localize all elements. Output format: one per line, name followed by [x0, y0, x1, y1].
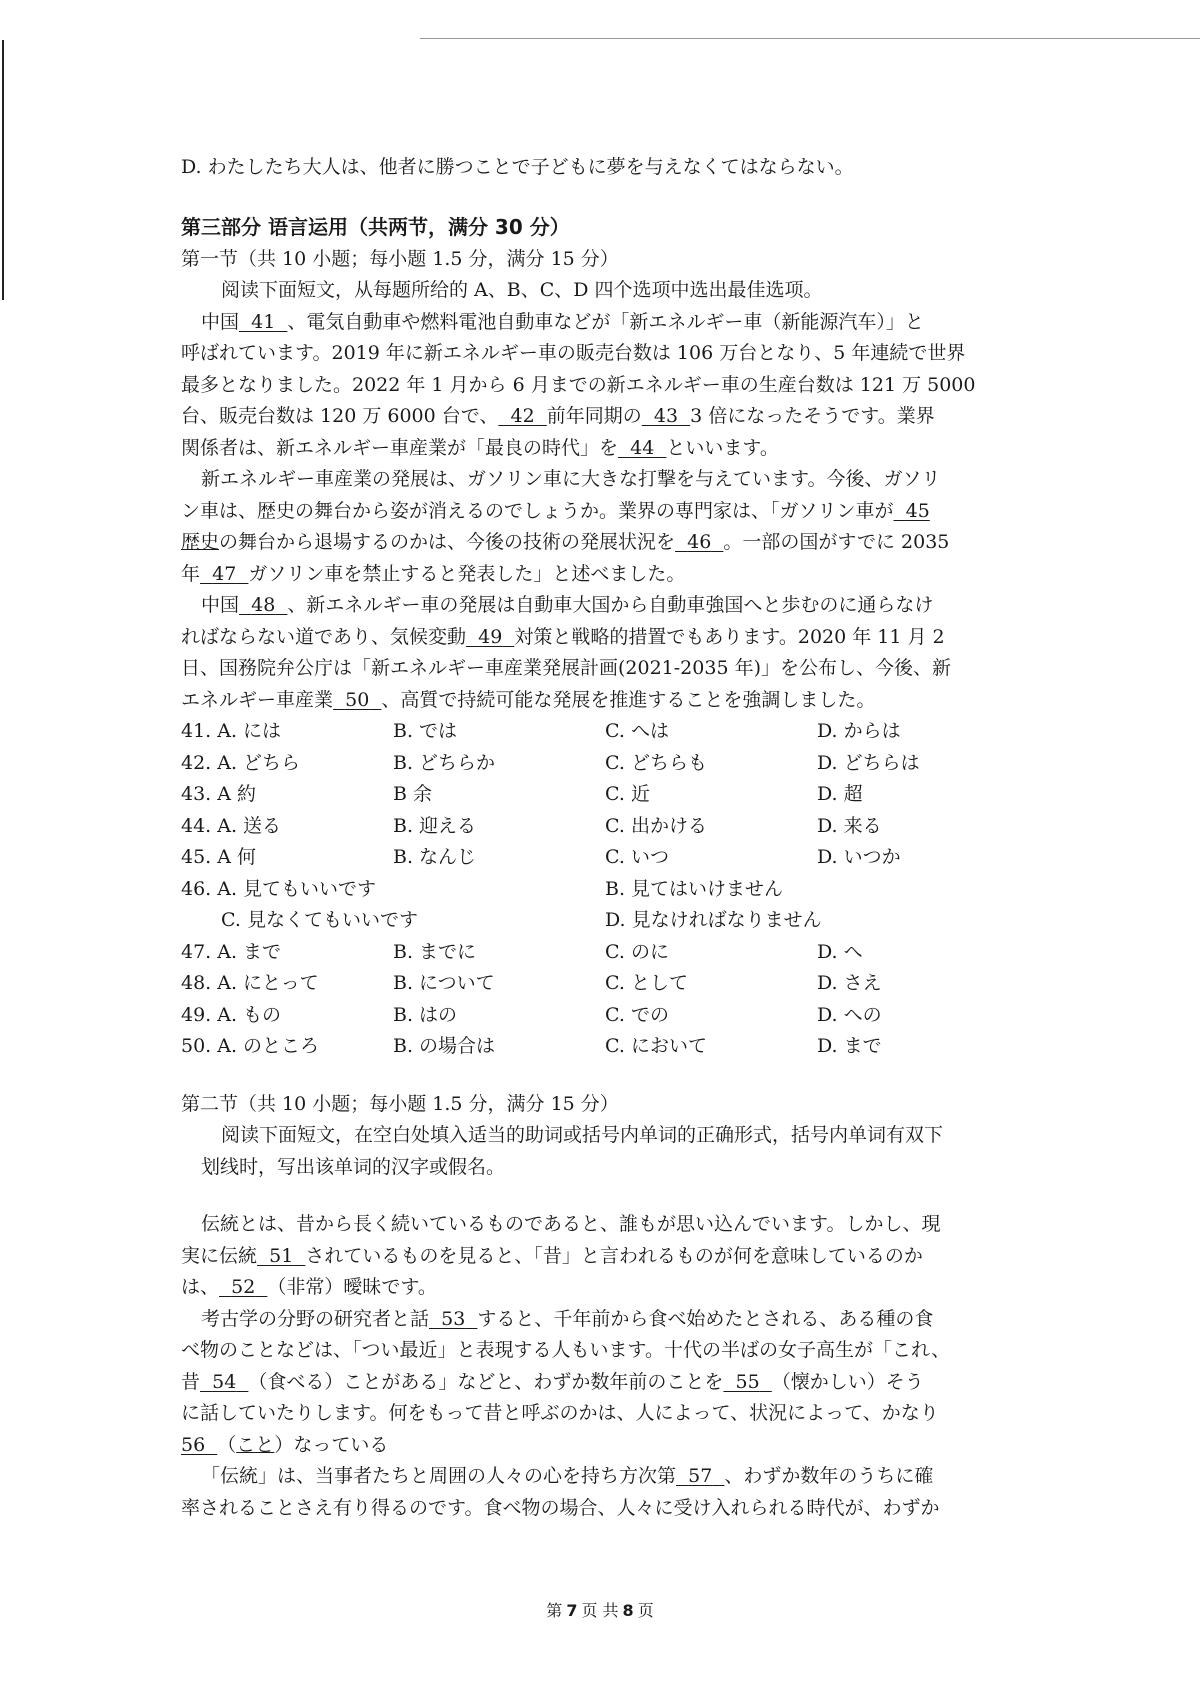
blank-53: 53	[441, 1307, 466, 1330]
blank-41: 41	[251, 310, 276, 333]
blank-42: 42	[510, 405, 535, 427]
options-q50: 50. A. のところ B. の場合は C. において D. まで	[181, 1035, 882, 1057]
scan-edge-left	[2, 40, 4, 300]
options-q45: 45. A 何 B. なんじ C. いつ D. いつか	[181, 846, 901, 868]
section2-heading: 第二节（共 10 小题；每小题 1.5 分，满分 15 分）	[181, 1092, 619, 1115]
page-footer: 第 7 页 共 8 页	[546, 1601, 654, 1620]
page-total: 8	[622, 1601, 634, 1620]
passage1-line: 中国 41 、電気自動車や燃料電池自動車などが「新エネルギー車（新能源汽车）」と	[181, 307, 1021, 339]
blank-46: 46	[687, 531, 712, 553]
passage2-line: 昔 54 （食べる）ことがある」などと、わずか数年前のことを 55 （懐かしい）そう	[181, 1367, 1021, 1399]
blank-43: 43	[653, 405, 679, 427]
passage1-line: 中国 48 、新エネルギー車の発展は自動車大国から自動車強国へと歩むのに通らなけ	[181, 590, 1021, 622]
options-q48: 48. A. にとって B. について C. として D. さえ	[181, 972, 882, 994]
blank-56: 56	[181, 1433, 206, 1456]
passage1-line: ればならない道であり、気候変動 49 対策と戦略的措置でもあります。2020 年 11 月 2	[181, 622, 1021, 654]
options-q49: 49. A. もの B. はの C. での D. への	[181, 1003, 882, 1026]
blank-51: 51	[269, 1244, 294, 1267]
passage2-line: は、 52 （非常）曖昧です。	[181, 1272, 1021, 1304]
section1-instruction: 阅读下面短文，从每题所给的 A、B、C、D 四个选项中选出最佳选项。	[221, 279, 823, 301]
passage2-line: 実に伝統 51 されているものを見ると、「昔」と言われるものが何を意味しているのか	[181, 1241, 1021, 1273]
blank-55: 55	[735, 1370, 760, 1393]
passage1-line: 台、販売台数は 120 万 6000 台で、 42 前年同期の 43 3 倍になったそうです。業界	[181, 401, 1021, 433]
passage1-line: 関係者は、新エネルギー車産業が「最良の時代」を 44 といいます。	[181, 433, 1021, 465]
section1-heading: 第一节（共 10 小题；每小题 1.5 分，满分 15 分）	[181, 247, 619, 270]
passage2-line: 考古学の分野の研究者と話 53 すると、千年前から食べ始めたとされる、ある種の食	[181, 1304, 1021, 1336]
exam-page-content	[181, 152, 1021, 1524]
blank-45: 45	[905, 499, 930, 522]
passage2-line: 伝統とは、昔から長く続いているものであると、誰もが思い込んでいます。しかし、現	[201, 1213, 941, 1235]
passage2-line: に話していたりします。何をもって昔と呼ぶのかは、人によって、状況によって、かなり	[181, 1402, 939, 1424]
passage1-line: ン車は、歴史の舞台から姿が消えるのでしょうか。業界の専門家は、「ガソリン車が 45	[181, 496, 1021, 528]
options-q46-row1: 46. A. 見てもいいです B. 見てはいけません	[181, 877, 784, 900]
options-q43: 43. A 約 B 余 C. 近 D. 超	[181, 783, 863, 805]
scan-edge-top	[420, 38, 1200, 39]
passage2-line: 率されることさえ有り得るのです。食べ物の場合、人々に受け入れられる時代が、わずか	[181, 1496, 940, 1519]
blank-47: 47	[212, 562, 237, 585]
previous-question-option-d: D. わたしたち大人は、他者に勝つことで子どもに夢を与えなくてはならない。	[181, 156, 854, 178]
passage1-line: エネルギー車産業 50 、高質で持続可能な発展を推進することを強調しました。	[181, 685, 1021, 717]
passage1-line: 最多となりました。2022 年 1 月から 6 月までの新エネルギー車の生産台数は 121 万 5000	[181, 373, 976, 396]
blank-44: 44	[630, 436, 655, 459]
blank-49: 49	[478, 625, 503, 648]
options-q44: 44. A. 送る B. 迎える C. 出かける D. 来る	[181, 814, 882, 837]
passage1-line: 新エネルギー車産業の発展は、ガソリン車に大きな打撃を与えています。今後、ガソリ	[201, 468, 941, 490]
passage1-line: 歴史の舞台から退場するのかは、今後の技術の発展状況を 46 。一部の国がすでに 2035	[181, 527, 1021, 559]
blank-54: 54	[212, 1370, 237, 1393]
blank-52: 52	[231, 1276, 256, 1298]
passage1-line: 呼ばれています。2019 年に新エネルギー車の販売台数は 106 万台となり、5 年連続で世界	[181, 342, 966, 364]
passage2-line: 56 （こと）なっている	[181, 1430, 1021, 1462]
passage1-line: 日、国務院弁公庁は「新エネルギー車産業発展計画(2021-2035 年)」を公布し、今後、新	[181, 657, 951, 679]
page-number: 7	[566, 1601, 578, 1620]
blank-48: 48	[251, 594, 276, 616]
options-q42: 42. A. どちら B. どちらか C. どちらも D. どちらは	[181, 751, 920, 774]
options-q47: 47. A. まで B. までに C. のに D. へ	[181, 940, 863, 963]
part3-heading: 第三部分 语言运用（共两节，满分 30 分）	[181, 214, 570, 239]
options-q41: 41. A. には B. では C. へは D. からは	[181, 720, 901, 742]
options-q46-row2: C. 見なくてもいいです D. 見なければなりません	[221, 909, 822, 931]
section2-instruction: 阅读下面短文，在空白处填入适当的助词或括号内单词的正确形式，括号内单词有双下	[221, 1124, 944, 1146]
passage2-line: 「伝統」は、当事者たちと周囲の人々の心を持ち方次第 57 、わずか数年のうちに確	[181, 1461, 1021, 1493]
passage2-line: べ物のことなどは、「つい最近」と表現する人もいます。十代の半ばの女子高生が「これ、	[181, 1339, 951, 1361]
passage1-line: 年 47 ガソリン車を禁止すると発表した」と述べました。	[181, 559, 1021, 591]
blank-57: 57	[688, 1465, 713, 1487]
blank-50: 50	[345, 688, 370, 711]
section2-instruction: 划线时，写出该单词的汉字或假名。	[201, 1155, 506, 1178]
